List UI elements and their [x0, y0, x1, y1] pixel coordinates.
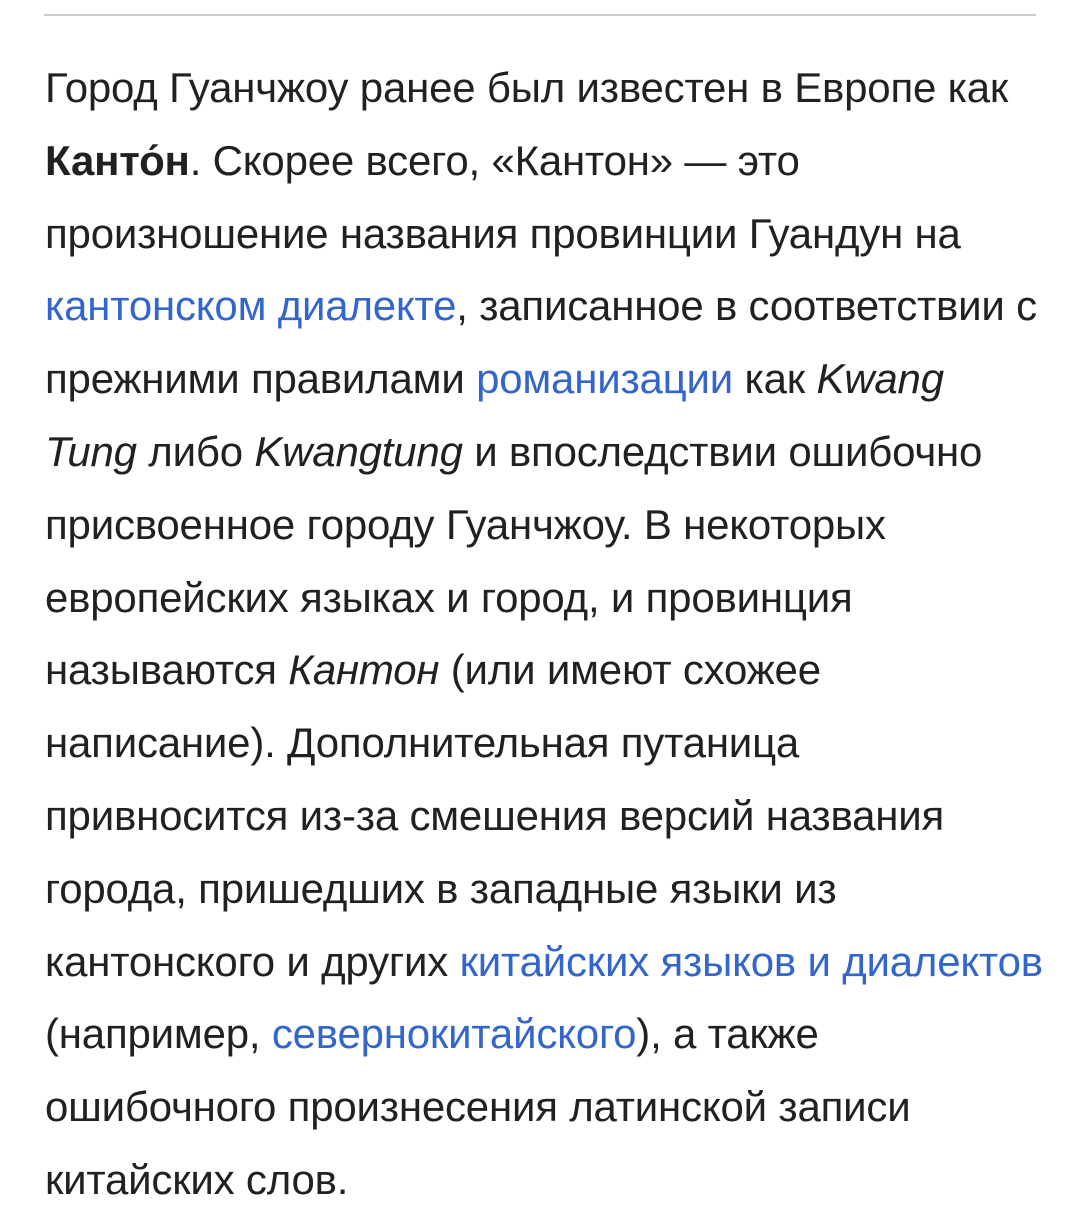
section-divider	[44, 14, 1036, 16]
text-segment: (или имеют схожее написание). Дополнительная путаница привносится из-за смешения версий названия города, пришедших в западные языки из кантонского и других	[45, 646, 945, 985]
link-cantonese-dialect[interactable]: кантонском диалекте	[45, 282, 457, 330]
text-segment: ), а также ошибочного произнесения латинской записи китайских слов.	[45, 1010, 911, 1203]
text-segment: и впоследствии ошибочно присвоенное городу Гуанчжоу. В некоторых европейских языках и город, и провинция называются	[45, 427, 983, 694]
text-segment: (например,	[45, 1010, 272, 1058]
article-paragraph	[45, 52, 1045, 1217]
text-segment: Город Гуанчжоу ранее был известен в Европе как	[45, 64, 1009, 111]
text-segment: . Скорее всего, «Кантон» — это произношение названия провинции Гуандун на	[45, 136, 961, 257]
link-northern-chinese[interactable]: севернокитайского	[271, 1010, 637, 1058]
italic-term-kwangtung: Kwangtung	[254, 427, 463, 475]
link-romanization[interactable]: романизации	[476, 355, 734, 403]
italic-term-kanton: Кантон	[288, 646, 440, 694]
text-segment: , записанное в соответствии с прежними правилами	[45, 282, 1037, 403]
text-segment: как	[733, 355, 817, 403]
text-segment: либо	[136, 427, 255, 475]
italic-term-kwang-tung: Kwang Tung	[45, 355, 944, 475]
link-chinese-languages[interactable]: китайских языков и диалектов	[459, 937, 1043, 985]
bold-term-canton: Канто́н	[45, 136, 190, 184]
